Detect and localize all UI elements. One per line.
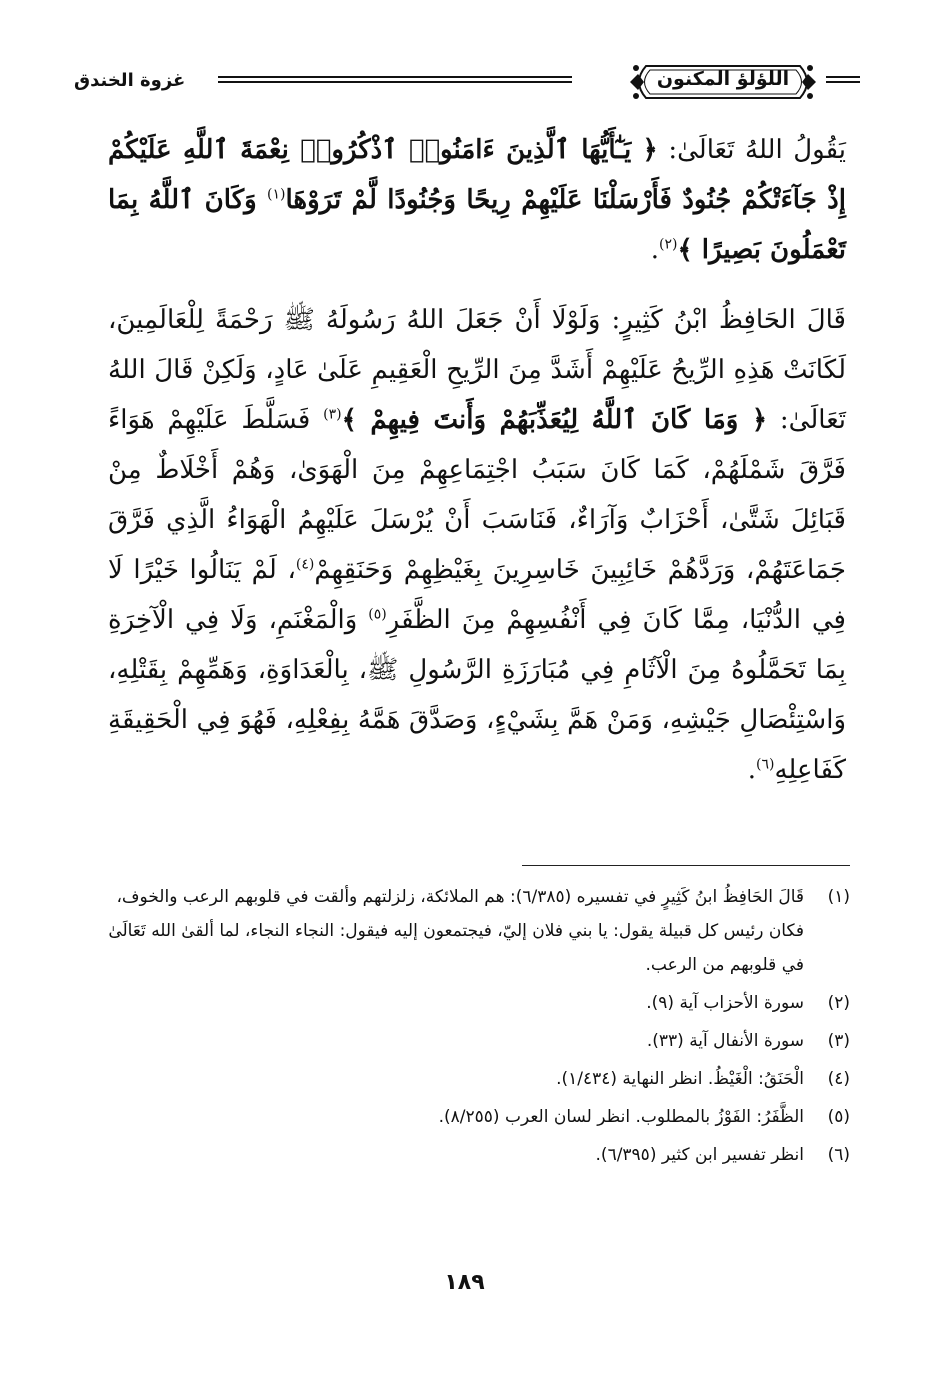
paragraph-2-text: فَسَلَّطَ عَلَيْهِمْ هَوَاءً فَرَّقَ شَمْلَهُمْ، كَمَا كَانَ سَبَبُ اجْتِمَاعِهِمْ مِنَ الْهَوَىٰ، وَهُمْ أَخْلَاطٌ مِنْ قَبَائِلَ شَتَّىٰ، أَحْزَابٌ وَآرَاءٌ، فَنَاسَبَ أَنْ يُرْسَلَ عَلَيْهِمُ الْهَوَاءُ الَّذِي فَرَّقَ جَمَاعَتَهُمْ، وَرَدَّهُمْ خَائِبِينَ خَاسِرِينَ بِغَيْظِهِمْ وَحَنَقِهِمْ [108, 405, 846, 585]
footnote-number: (٥) [827, 1107, 850, 1127]
footnote-number: (٣) [827, 1031, 850, 1051]
footnote-5 [108, 1100, 850, 1134]
footnote-ref-4: (٤) [295, 556, 315, 573]
footnote-ref-5: (٥) [368, 606, 387, 623]
footnote-separator [522, 865, 850, 866]
paragraph-2-intro: قَالَ الحَافِظُ ابْنُ كَثِيرٍ: وَلَوْلَا أَنْ جَعَلَ اللهُ رَسُولَهُ ﷺ رَحْمَةً لِلْعَالَمِينَ، لَكَانَتْ هَذِهِ الرِّيحُ عَلَيْهِمْ أَشَدَّ مِنَ الرِّيحِ الْعَقِيمِ عَلَىٰ عَادٍ، وَلَكِنْ قَالَ اللهُ تَعَالَىٰ: [108, 305, 846, 435]
book-title-cartouche [628, 60, 818, 104]
footnote-text: الْحَنَقُ: الْغَيْظُ. انظر النهاية (١/٤٣٤). [556, 1069, 804, 1089]
footnote-ref-3: (٣) [323, 406, 342, 423]
running-header [70, 60, 860, 108]
footnote-1 [108, 880, 850, 982]
paragraph-2-text-2: ، لَمْ يَنَالُوا خَيْرًا لَا فِي الدُّنْيَا، مِمَّا كَانَ فِي أَنْفُسِهِمْ مِنَ الظَّفَرِ [108, 555, 846, 635]
footnote-4 [108, 1062, 850, 1096]
header-rule-left [218, 76, 572, 86]
paragraph-1 [108, 125, 846, 275]
paragraph-1-intro: يَقُولُ اللهُ تَعَالَىٰ: [657, 135, 846, 165]
quran-verse-1-end: وَكَانَ ٱللَّهُ بِمَا تَعْمَلُونَ بَصِيرًا ﴾ [108, 185, 846, 265]
footnote-3 [108, 1024, 850, 1058]
footnote-6 [108, 1138, 850, 1172]
paragraph-2-text-3: وَالْمَغْنَمِ، وَلَا فِي الْآخِرَةِ بِمَا تَحَمَّلُوهُ مِنَ الْآثَامِ فِي مُبَارَزَةِ الرَّسُولِ ﷺ، بِالْعَدَاوَةِ، وَهَمِّهِمْ بِقَتْلِهِ، وَاسْتِئْصَالِ جَيْشِهِ، وَمَنْ هَمَّ بِشَيْءٍ، وَصَدَّقَ هَمَّهُ بِفِعْلِهِ، فَهُوَ فِي الْحَقِيقَةِ كَفَاعِلِهِ [108, 605, 846, 785]
page-number: ١٨٩ [444, 1270, 485, 1295]
quran-verse-1: ﴿ يَـٰٓأَيُّهَا ٱلَّذِينَ ءَامَنُوا۟ ٱذْكُرُوا۟ نِعْمَةَ ٱللَّهِ عَلَيْكُمْ إِذْ جَآءَتْكُمْ جُنُودٌ فَأَرْسَلْنَا عَلَيْهِمْ رِيحًا وَجُنُودًا لَّمْ تَرَوْهَا [108, 135, 846, 215]
footnote-number: (٤) [827, 1069, 850, 1089]
chapter-title: غزوة الخندق [74, 70, 186, 91]
footnote-text: الظَّفَرُ: الفَوْزُ بالمطلوب. انظر لسان العرب (٨/٢٥٥). [438, 1107, 804, 1127]
footnote-text: سورة الأنفال آية (٣٣). [646, 1031, 804, 1051]
main-text [108, 125, 846, 795]
footnote-number: (٦) [827, 1145, 850, 1165]
footnote-number: (٢) [827, 993, 850, 1013]
quran-verse-2: ﴿ وَمَا كَانَ ٱللَّهُ لِيُعَذِّبَهُمْ وَأَنتَ فِيهِمْ ﴾ [341, 405, 768, 435]
book-title: اللؤلؤ المكنون [656, 68, 790, 90]
paragraph-2-end: . [747, 755, 757, 785]
footnote-ref-1: (١) [267, 186, 286, 203]
footnote-text: سورة الأحزاب آية (٩). [646, 993, 804, 1013]
paragraph-2 [108, 295, 846, 795]
footnote-text: قَالَ الحَافِظُ ابنُ كَثِيرٍ في تفسيره (٦/٣٨٥): هم الملائكة، زلزلتهم وألقت في قلوبهم الرعب والخوف، فكان رئيس كل قبيلة يقول: يا بني فلان إليّ، فيجتمعون إليه فيقول: النجاء النجاء، لما ألقىٰ الله تَعَالَىٰ في قلوبهم من الرعب. [108, 887, 804, 975]
paragraph-1-end: . [650, 235, 660, 265]
footnote-2 [108, 986, 850, 1020]
header-rule-right [826, 76, 860, 86]
footnote-ref-2: (٢) [659, 236, 678, 253]
footnotes [108, 880, 850, 1176]
footnote-number: (١) [827, 887, 850, 907]
footnote-text: انظر تفسير ابن كثير (٦/٣٩٥). [595, 1145, 804, 1165]
footnote-ref-6: (٦) [756, 756, 775, 773]
